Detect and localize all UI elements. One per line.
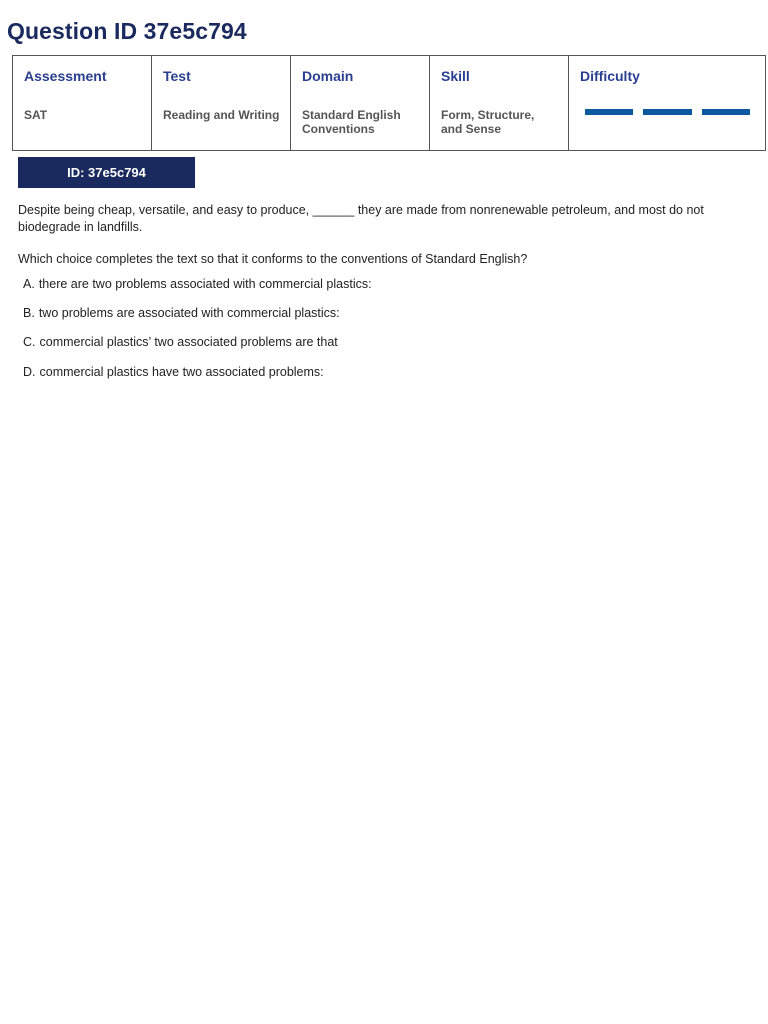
choice-letter: D. bbox=[23, 364, 36, 379]
difficulty-bar-3 bbox=[702, 109, 750, 115]
meta-header-test: Test bbox=[163, 68, 191, 84]
choice-letter: B. bbox=[23, 306, 35, 321]
meta-header-skill: Skill bbox=[441, 68, 470, 84]
answer-choices bbox=[23, 276, 372, 393]
meta-value-skill: Form, Structure, and Sense bbox=[441, 108, 535, 136]
choice-letter: A. bbox=[23, 277, 35, 291]
meta-cell-skill bbox=[430, 56, 569, 150]
choice-a[interactable] bbox=[23, 276, 372, 305]
choice-text: commercial plastics’ two associated problems are that bbox=[39, 335, 338, 350]
meta-value-domain: Standard English Conventions bbox=[302, 108, 401, 136]
meta-cell-domain bbox=[291, 56, 430, 150]
choice-b[interactable] bbox=[23, 305, 372, 334]
choice-d[interactable] bbox=[23, 364, 372, 393]
choice-c[interactable] bbox=[23, 334, 372, 363]
question-id-badge: ID: 37e5c794 bbox=[18, 157, 195, 188]
passage-text: Despite being cheap, versatile, and easy to produce, ______ they are made from nonrenewable petroleum, and most do not biodegrade in landfills. bbox=[18, 203, 704, 234]
choice-letter: C. bbox=[23, 335, 36, 350]
meta-cell-difficulty bbox=[569, 56, 765, 150]
meta-cell-assessment bbox=[13, 56, 152, 150]
meta-value-assessment: SAT bbox=[24, 108, 48, 122]
choice-text: there are two problems associated with commercial plastics: bbox=[38, 277, 372, 291]
choice-text: commercial plastics have two associated problems: bbox=[39, 364, 324, 379]
meta-header-domain: Domain bbox=[302, 68, 354, 84]
difficulty-bar-2 bbox=[643, 109, 692, 115]
question-prompt: Which choice completes the text so that it conforms to the conventions of Standard English? bbox=[18, 252, 528, 266]
meta-header-difficulty: Difficulty bbox=[580, 68, 640, 84]
question-meta-table bbox=[12, 55, 766, 151]
page-title: Question ID 37e5c794 bbox=[7, 18, 247, 44]
meta-value-test: Reading and Writing bbox=[163, 108, 280, 122]
difficulty-indicator bbox=[585, 109, 750, 115]
meta-header-assessment: Assessment bbox=[24, 68, 107, 84]
difficulty-bar-1 bbox=[585, 109, 633, 115]
choice-text: two problems are associated with commercial plastics: bbox=[38, 306, 340, 321]
meta-cell-test bbox=[152, 56, 291, 150]
